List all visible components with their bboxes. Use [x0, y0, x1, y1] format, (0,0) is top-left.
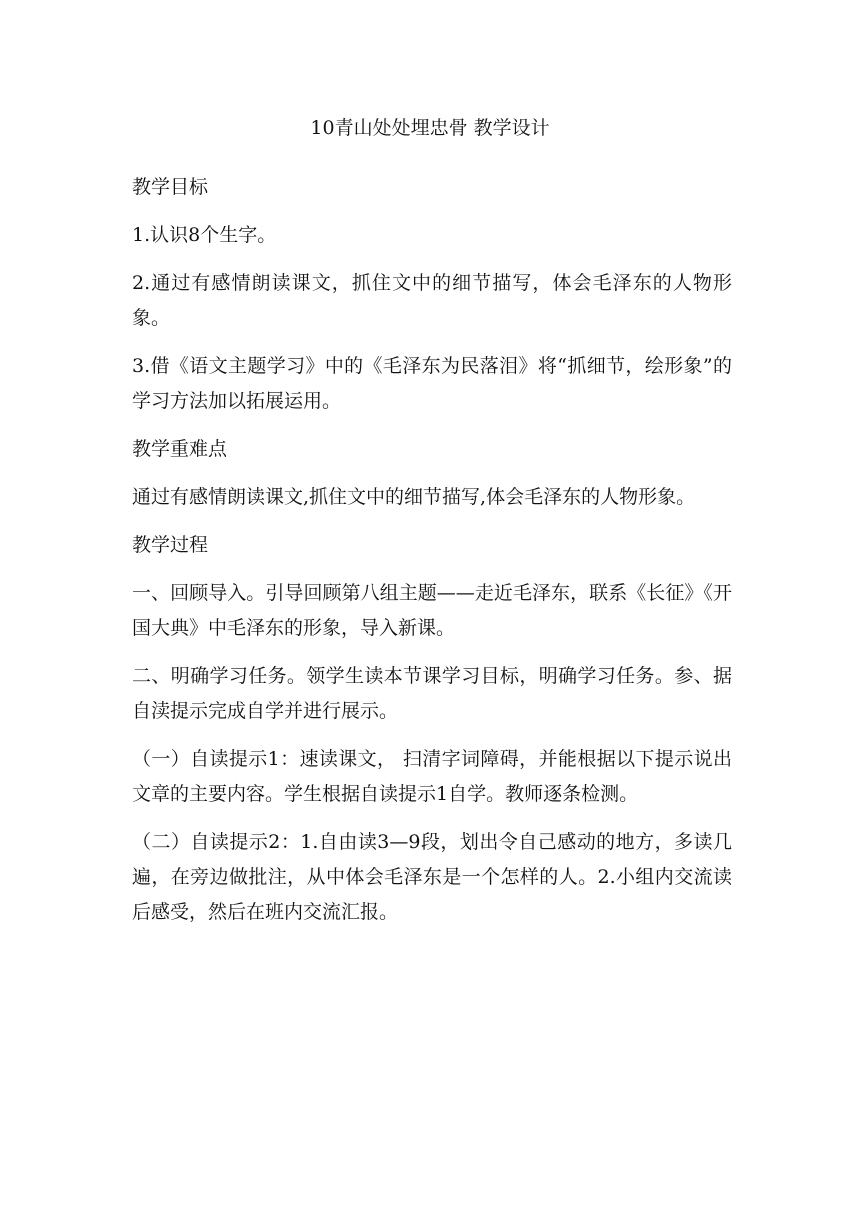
objective-2: 2.通过有感情朗读课文，抓住文中的细节描写，体会毛泽东的人物形象。: [132, 272, 732, 329]
process-step-2: 二、明确学习任务。领学生读本节课学习目标，明确学习任务。参、据自渎提示完成自学并进行展示。: [132, 665, 732, 722]
process-sub-step-1: （一）自读提示1：速读课文， 扫清字词障碍，并能根据以下提示说出文章的主要内容。学生根据自读提示1自学。教师逐条检测。: [132, 748, 732, 805]
process-heading: 教学过程: [132, 534, 209, 556]
objectives-heading: 教学目标: [132, 176, 209, 198]
key-points-heading: 教学重难点: [132, 438, 228, 460]
process-sub-step-2: （二）自读提示2：1.自由读3—9段，划出令自己感动的地方，多读几遍，在旁边做批注，从中体会毛泽东是一个怎样的人。2.小组内交流读后感受，然后在班内交流汇报。: [132, 831, 732, 923]
objective-3: 3.借《语文主题学习》中的《毛泽东为民落泪》将“抓细节，绘形象”的学习方法加以拓展运用。: [132, 355, 732, 412]
key-points-text: 通过有感情朗读课文,抓住文中的细节描写,体会毛泽东的人物形象。: [132, 486, 696, 508]
process-step-1: 一、回顾导入。引导回顾第八组主题——走近毛泽东，联系《长征》《开国大典》中毛泽东的形象，导入新课。: [132, 582, 732, 639]
document-body: [132, 170, 732, 943]
document-title: 10青山处处埋忠骨 教学设计: [310, 117, 550, 139]
objective-1: 1.认识8个生字。: [132, 224, 277, 246]
